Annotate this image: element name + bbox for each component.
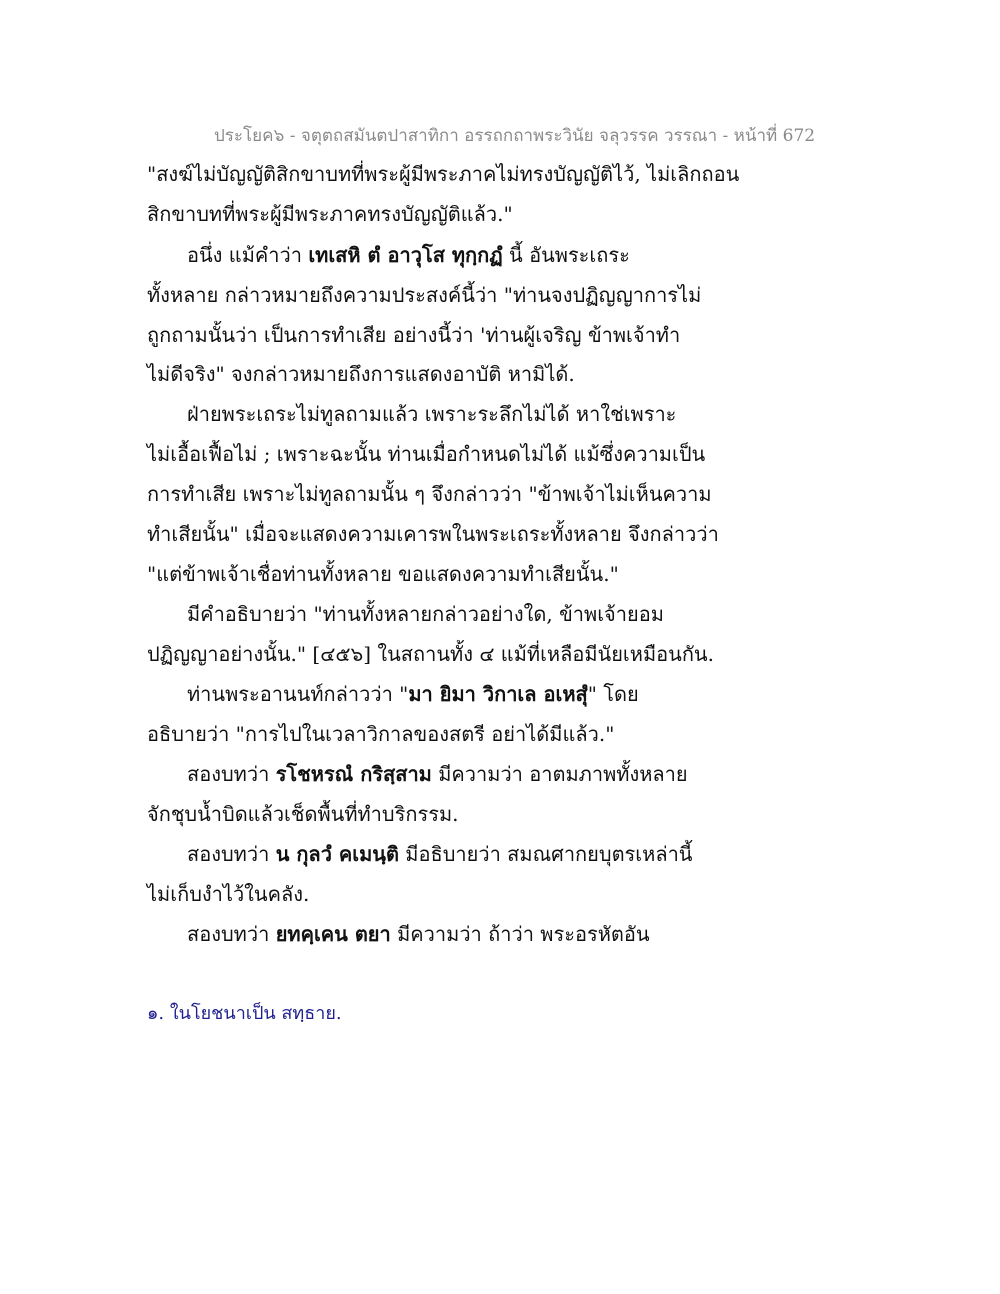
- text-line: ไม่เอื้อเฟื้อไม่ ; เพราะฉะนั้น ท่านเมื่อกำหนดไม่ได้ แม้ซึ่งความเป็น: [147, 442, 706, 466]
- text-line: "สงฆ์ไม่บัญญัติสิกขาบทที่พระผู้มีพระภาคไม่ทรงบัญญัติไว้, ไม่เลิกถอน: [147, 162, 740, 186]
- text-line: สองบทว่า ยทคฺเคน ตยา มีความว่า ถ้าว่า พระอรหัตอัน: [187, 922, 650, 946]
- text-line: ทำเสียนั้น" เมื่อจะแสดงความเคารพในพระเถระทั้งหลาย จึงกล่าวว่า: [147, 522, 719, 546]
- text-line: สิกขาบทที่พระผู้มีพระภาคทรงบัญญัติแล้ว.": [147, 202, 513, 226]
- text-line: อนึ่ง แม้คำว่า เทเสหิ ตํ อาวุโส ทุกฺกฏํ นี้ อันพระเถระ: [187, 243, 630, 267]
- pali-term: เทเสหิ ตํ อาวุโส ทุกฺกฏํ: [308, 243, 503, 267]
- footnote: ๑. ในโยชนาเป็น สทฺธาย.: [147, 1003, 342, 1024]
- text-line: ไม่เก็บงำไว้ในคลัง.: [147, 882, 310, 906]
- text-line: สองบทว่า รโชหรณํ กริสฺสาม มีความว่า อาตมภาพทั้งหลาย: [187, 762, 688, 786]
- page-header: ประโยค๖ - จตุตถสมันตปาสาทิกา อรรถกถาพระวินัย จลุวรรค วรรณา - หน้าที่ 672: [214, 126, 816, 146]
- text-line: ท่านพระอานนท์กล่าวว่า "มา ยิมา วิกาเล อเหสุํ" โดย: [187, 682, 639, 706]
- text-line: สองบทว่า น กุลวํ คเมนฺติ มีอธิบายว่า สมณศากยบุตรเหล่านี้: [187, 842, 693, 866]
- text-line: ทั้งหลาย กล่าวหมายถึงความประสงค์นี้ว่า "ท่านจงปฏิญญาการไม่: [147, 283, 702, 307]
- text-line: จักชุบน้ำบิดแล้วเช็ดพื้นที่ทำบริกรรม.: [147, 802, 459, 826]
- pali-term: รโชหรณํ กริสฺสาม: [275, 762, 432, 786]
- text-line: มีคำอธิบายว่า "ท่านทั้งหลายกล่าวอย่างใด, ข้าพเจ้ายอม: [187, 602, 664, 626]
- pali-term: ยทคฺเคน ตยา: [275, 922, 391, 946]
- text-line: อธิบายว่า "การไปในเวลาวิกาลของสตรี อย่าได้มีแล้ว.": [147, 722, 615, 746]
- text-line: การทำเสีย เพราะไม่ทูลถามนั้น ๆ จึงกล่าวว่า "ข้าพเจ้าไม่เห็นความ: [147, 482, 712, 506]
- pali-term: น กุลวํ คเมนฺติ: [275, 842, 399, 866]
- text-line: ฝ่ายพระเถระไม่ทูลถามแล้ว เพราะระลึกไม่ได้ หาใช่เพราะ: [187, 402, 677, 426]
- text-line: ไม่ดีจริง" จงกล่าวหมายถึงการแสดงอาบัติ หามิได้.: [147, 362, 575, 386]
- text-line: "แต่ข้าพเจ้าเชื่อท่านทั้งหลาย ขอแสดงความทำเสียนั้น.": [147, 562, 619, 586]
- pali-term: มา ยิมา วิกาเล อเหสุํ: [408, 682, 588, 706]
- text-line: ปฏิญญาอย่างนั้น." [๔๕๖] ในสถานทั้ง ๔ แม้ที่เหลือมีนัยเหมือนกัน.: [147, 642, 714, 666]
- text-line: ถูกถามนั้นว่า เป็นการทำเสีย อย่างนี้ว่า 'ท่านผู้เจริญ ข้าพเจ้าทำ: [147, 323, 681, 347]
